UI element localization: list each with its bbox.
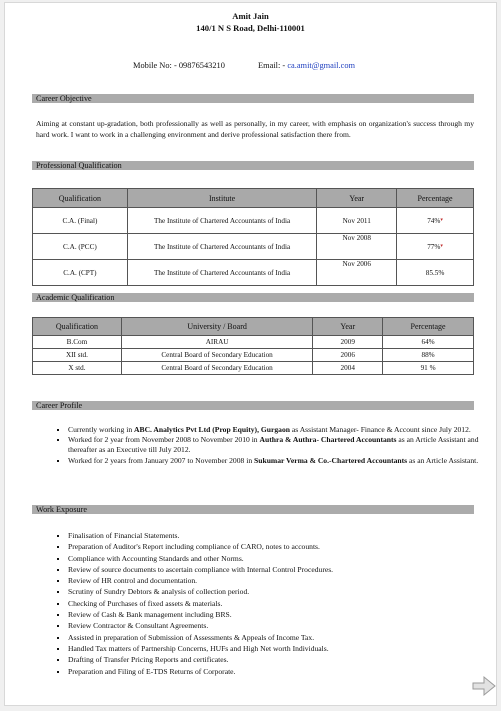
- qualification-cell: XII std.: [33, 349, 122, 362]
- col-header: Institute: [127, 189, 317, 208]
- percentage-cell: [397, 208, 474, 234]
- institute-cell: The Institute of Chartered Accountants of India: [127, 260, 317, 286]
- percentage-value: 77%: [427, 242, 441, 251]
- qualification-cell: X std.: [33, 362, 122, 375]
- employer-name: Sukumar Verma & Co.-Chartered Accountants: [254, 455, 408, 465]
- percentage-cell: 91 %: [383, 362, 474, 375]
- percentage-cell: 88%: [383, 349, 474, 362]
- candidate-name: Amit Jain: [232, 11, 269, 21]
- list-item: ▪ Scrutiny of Sundry Debtors & analysis of collection period.: [68, 586, 493, 597]
- table-row: [33, 349, 474, 362]
- col-header: Qualification: [33, 318, 122, 336]
- section-academic-qualification: Academic Qualification: [32, 293, 474, 302]
- table-header-row: [33, 318, 474, 336]
- career-profile-list: [52, 425, 493, 466]
- professional-qualification-table: [32, 188, 474, 286]
- section-work-exposure: Work Exposure: [32, 505, 474, 514]
- email-label: Email: -: [258, 61, 286, 70]
- table-row: [33, 362, 474, 375]
- section-professional-qualification: Professional Qualification: [32, 161, 474, 170]
- objective-text: Aiming at constant up-gradation, both professionally as well as personally, in my career, with emphasis on organization's success through my hard work. I want to work in a challenging environment and derive professional satisfaction there from.: [36, 119, 474, 139]
- list-item: ▪ Finalisation of Financial Statements.: [68, 530, 493, 541]
- list-item: ▪ Review of HR control and documentation.: [68, 575, 493, 586]
- work-exposure-list: [52, 530, 493, 677]
- year-cell: 2006: [313, 349, 383, 362]
- profile-text: Worked for 2 year from November 2008 to November 2010 in: [68, 435, 260, 445]
- section-career-objective: Career Objective: [32, 94, 474, 103]
- qualification-cell: C.A. (CPT): [33, 260, 128, 286]
- profile-text: as Assistant Manager- Finance & Account since July 2012.: [289, 425, 471, 434]
- employer-name: Authra & Authra- Chartered Accountants: [259, 435, 397, 445]
- list-item: ▪ Preparation and Filing of E-TDS Returns of Corporate.: [68, 666, 493, 677]
- email-link[interactable]: ca.amit@gmail.com: [287, 61, 356, 70]
- table-row: [33, 234, 474, 260]
- list-item: ▪ Review of source documents to ascertain compliance with Internal Control Procedures.: [68, 564, 493, 575]
- employer-name: ABC. Analytics Pvt Ltd (Prop Equity), Gurgaon: [134, 425, 290, 434]
- mobile-number: Mobile No: - 09876543210: [133, 61, 225, 70]
- col-header: Percentage: [397, 189, 474, 208]
- year-cell: Nov 2008: [317, 234, 397, 260]
- year-cell: 2004: [313, 362, 383, 375]
- qualification-cell: C.A. (PCC): [33, 234, 128, 260]
- list-item: ▪ Handled Tax matters of Partnership Concerns, HUFs and High Net worth Individuals.: [68, 643, 493, 654]
- board-cell: Central Board of Secondary Education: [121, 349, 312, 362]
- percentage-cell: [397, 234, 474, 260]
- red-mark-icon: ▾: [440, 217, 443, 223]
- percentage-value: 74%: [427, 216, 441, 225]
- year-cell: 2009: [313, 336, 383, 349]
- profile-text: Worked for 2 years from January 2007 to November 2008 in: [68, 455, 255, 465]
- profile-text: as an Article Assistant.: [407, 455, 479, 465]
- qualification-cell: C.A. (Final): [33, 208, 128, 234]
- year-cell: Nov 2011: [317, 208, 397, 234]
- resume-page: [4, 2, 497, 706]
- board-cell: AIRAU: [121, 336, 312, 349]
- list-item: ▪ Review of Cash & Bank management including BRS.: [68, 609, 493, 620]
- percentage-cell: 85.5%: [397, 260, 474, 286]
- list-item: [68, 435, 493, 455]
- list-item: ▪ Preparation of Auditor's Report including compliance of CARO, notes to accounts.: [68, 541, 493, 552]
- section-career-profile: Career Profile: [32, 401, 474, 410]
- institute-cell: The Institute of Chartered Accountants of India: [127, 234, 317, 260]
- table-header-row: [33, 189, 474, 208]
- next-page-arrow-icon[interactable]: [471, 675, 497, 697]
- list-item: [68, 456, 493, 466]
- list-item: ▪ Compliance with Accounting Standards and other Norms.: [68, 553, 493, 564]
- board-cell: Central Board of Secondary Education: [121, 362, 312, 375]
- institute-cell: The Institute of Chartered Accountants of India: [127, 208, 317, 234]
- list-item: ▪ Assisted in preparation of Submission of Assessments & Appeals of Income Tax.: [68, 632, 493, 643]
- list-item: [68, 425, 493, 435]
- col-header: University / Board: [121, 318, 312, 336]
- col-header: Percentage: [383, 318, 474, 336]
- col-header: Year: [317, 189, 397, 208]
- qualification-cell: B.Com: [33, 336, 122, 349]
- col-header: Qualification: [33, 189, 128, 208]
- table-row: [33, 208, 474, 234]
- email-block: [258, 61, 355, 70]
- table-row: [33, 336, 474, 349]
- red-mark-icon: ▾: [440, 243, 443, 249]
- table-row: [33, 260, 474, 286]
- percentage-cell: 64%: [383, 336, 474, 349]
- resume-header: [5, 11, 496, 34]
- candidate-address: 140/1 N S Road, Delhi-110001: [196, 22, 305, 33]
- list-item: ▪ Checking of Purchases of fixed assets & materials.: [68, 598, 493, 609]
- list-item: ▪ Drafting of Transfer Pricing Reports and certificates.: [68, 654, 493, 665]
- academic-qualification-table: [32, 317, 474, 375]
- list-item: ▪ Review Contractor & Consultant Agreements.: [68, 620, 493, 631]
- col-header: Year: [313, 318, 383, 336]
- profile-text: Currently working in: [68, 425, 135, 434]
- profile-text: as an Article Assistant and thereafter as an Executive till July 2012.: [68, 435, 479, 455]
- year-cell: Nov 2006: [317, 260, 397, 286]
